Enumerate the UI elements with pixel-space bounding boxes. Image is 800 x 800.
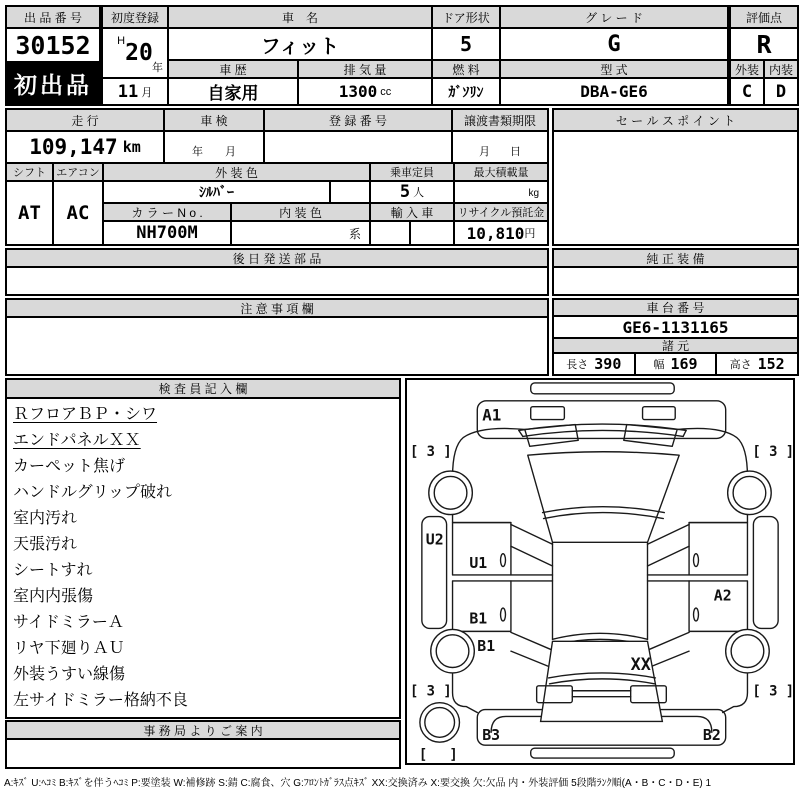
damage-label-b3: B3 [482,727,501,745]
max-load-label: 最大積載量 [455,164,547,180]
first-reg-month: 11 月 [103,79,167,104]
shift-value: AT [7,182,52,244]
import-label: 輸 入 車 [371,204,453,220]
fuel-value: ｶﾞｿﾘﾝ [433,79,499,104]
damage-label-xx: XX [630,653,651,674]
spec-label: 諸 元 [554,339,797,352]
shift-label: シフト [7,164,52,180]
exterior-label: 外装 [731,61,763,77]
car-outline-drawing [407,380,793,763]
office-info-label: 事 務 局 よ り ご 案 内 [7,722,399,738]
inspector-note: 左サイドミラー格納不良 [13,692,188,709]
inspector-label: 検 査 員 記 入 欄 [7,380,399,397]
door-label: ドア形状 [433,7,499,27]
spec-width: 幅 169 [636,354,716,374]
inspector-note: シートすれ [13,562,93,579]
max-load-value: kg [455,182,547,202]
displacement-label: 排 気 量 [299,61,431,77]
reg-no-value [265,132,451,162]
inspector-note: エンドパネルＸＸ [13,432,141,449]
spec-length: 長さ 390 [554,354,634,374]
inspector-box [5,378,401,719]
chassis-box [552,298,799,376]
genuine-equipment-label: 純 正 装 備 [554,250,797,266]
capacity-label: 乗車定員 [371,164,453,180]
chassis-label: 車 台 番 号 [554,300,797,315]
first-reg-label: 初度登録 [103,7,167,27]
exterior-color-extra [331,182,369,202]
damage-label-a2: A2 [713,587,732,605]
interior-color-value: 系 [232,222,369,244]
tread-front-left: [ 3 ] [409,444,452,461]
mileage-value: 109,147 km [7,132,163,162]
inspector-note: サイドミラーＡ [13,614,124,631]
legend-footer: A:ｷｽﾞ U:ﾍｺﾐ B:ｷｽﾞを伴うﾍｺﾐ P:要塗装 W:補修跡 S:錆 C:腐食、穴 G:ﾌﾛﾝﾄｶﾞﾗｽ点ｷｽﾞ XX:交換済み X:要交換 欠:欠品 内・外装評価 5段階ﾗﾝｸ順(A・B・C・D・E) 1 [4,778,712,789]
inspector-note: ハンドルグリップ破れ [13,484,173,501]
damage-label-b1-door: B1 [469,610,488,628]
later-parts-box [5,248,549,296]
recycle-label: リサイクル預託金 [455,204,547,220]
color-no-label: カ ラ ー N o . [104,204,230,220]
damage-diagram [405,378,795,765]
later-parts-body [7,268,547,294]
tread-front-right: [ 3 ] [752,444,793,461]
interior-color-label: 内 装 色 [232,204,369,220]
caution-box [5,298,549,376]
sales-point-body [554,132,797,244]
genuine-equipment-body [554,268,797,294]
damage-label-u2: U2 [425,531,444,549]
transfer-doc-label: 譲渡書類期限 [453,110,547,130]
vehicle-head-table [101,5,729,106]
inspector-note: 室内汚れ [13,510,78,527]
caution-label: 注 意 事 項 欄 [7,300,547,316]
sales-point-box [552,108,799,246]
registration-table [5,108,549,246]
recycle-value: 10,810 円 [455,222,547,244]
history-label: 車 歴 [169,61,297,77]
inspector-note: 室内内張傷 [13,588,94,605]
damage-label-b1-quarter: B1 [477,638,496,656]
damage-label-b2: B2 [702,727,721,745]
spec-height: 高さ 152 [717,354,797,374]
office-info-body [7,740,399,767]
capacity-value: 5 人 [371,182,453,202]
inspector-note: リヤ下廻りＡＵ [13,640,125,657]
history-value: 自家用 [169,79,297,104]
interior-label: 内装 [765,61,797,77]
exterior-color-label: 外 装 色 [104,164,369,180]
car-name: フィット [169,29,431,59]
caution-body [7,318,547,374]
color-no-value: NH700M [104,222,230,244]
grade-label: グ レ ー ド [501,7,727,27]
sales-point-label: セ ー ル ス ポ イ ン ト [554,110,797,130]
ac-label: エアコン [54,164,102,180]
car-name-label: 車 名 [169,7,431,27]
reg-no-label: 登 録 番 号 [265,110,451,130]
door-count: 5 [433,29,499,59]
office-info-box [5,720,401,769]
damage-label-u1: U1 [469,555,488,573]
model-value: DBA-GE6 [501,79,727,104]
inspector-notes-list [7,399,399,717]
score-label: 評価点 [731,7,797,27]
exterior-grade: C [731,79,763,104]
grade-value: G [501,29,727,59]
inspector-note: カーペット焦げ [13,458,126,475]
inspector-note: 天張汚れ [13,536,78,553]
damage-label-a1: A1 [482,405,502,425]
spare-tire-bracket: [ ] [418,747,458,763]
score-value: R [731,29,797,59]
later-parts-label: 後 日 発 送 部 品 [7,250,547,266]
inspection-label: 車 検 [165,110,263,130]
import-value [371,222,453,244]
inspector-note: 外装うすい線傷 [13,666,126,683]
lot-number: 30152 [7,29,99,61]
chassis-number: GE6-1131165 [554,317,797,337]
inspector-note: ＲフロアＢＰ・シワ [13,406,158,423]
first-listing-badge: 初出品 [7,63,99,104]
exterior-color-value: ｼﾙﾊﾞｰ [104,182,329,202]
mileage-label: 走 行 [7,110,163,130]
transfer-doc-value: 月 日 [453,132,547,162]
genuine-equipment-box [552,248,799,296]
tread-rear-left: [ 3 ] [409,683,452,700]
first-reg-year: H 20 年 [103,29,167,77]
ac-value: AC [54,182,102,244]
score-box [729,5,799,106]
inspection-value: 年 月 [165,132,263,162]
fuel-label: 燃 料 [433,61,499,77]
lot-box [5,5,101,106]
tread-rear-right: [ 3 ] [752,683,793,700]
model-label: 型 式 [501,61,727,77]
lot-label: 出 品 番 号 [7,7,99,27]
displacement-value: 1300 cc [299,79,431,104]
interior-grade: D [765,79,797,104]
